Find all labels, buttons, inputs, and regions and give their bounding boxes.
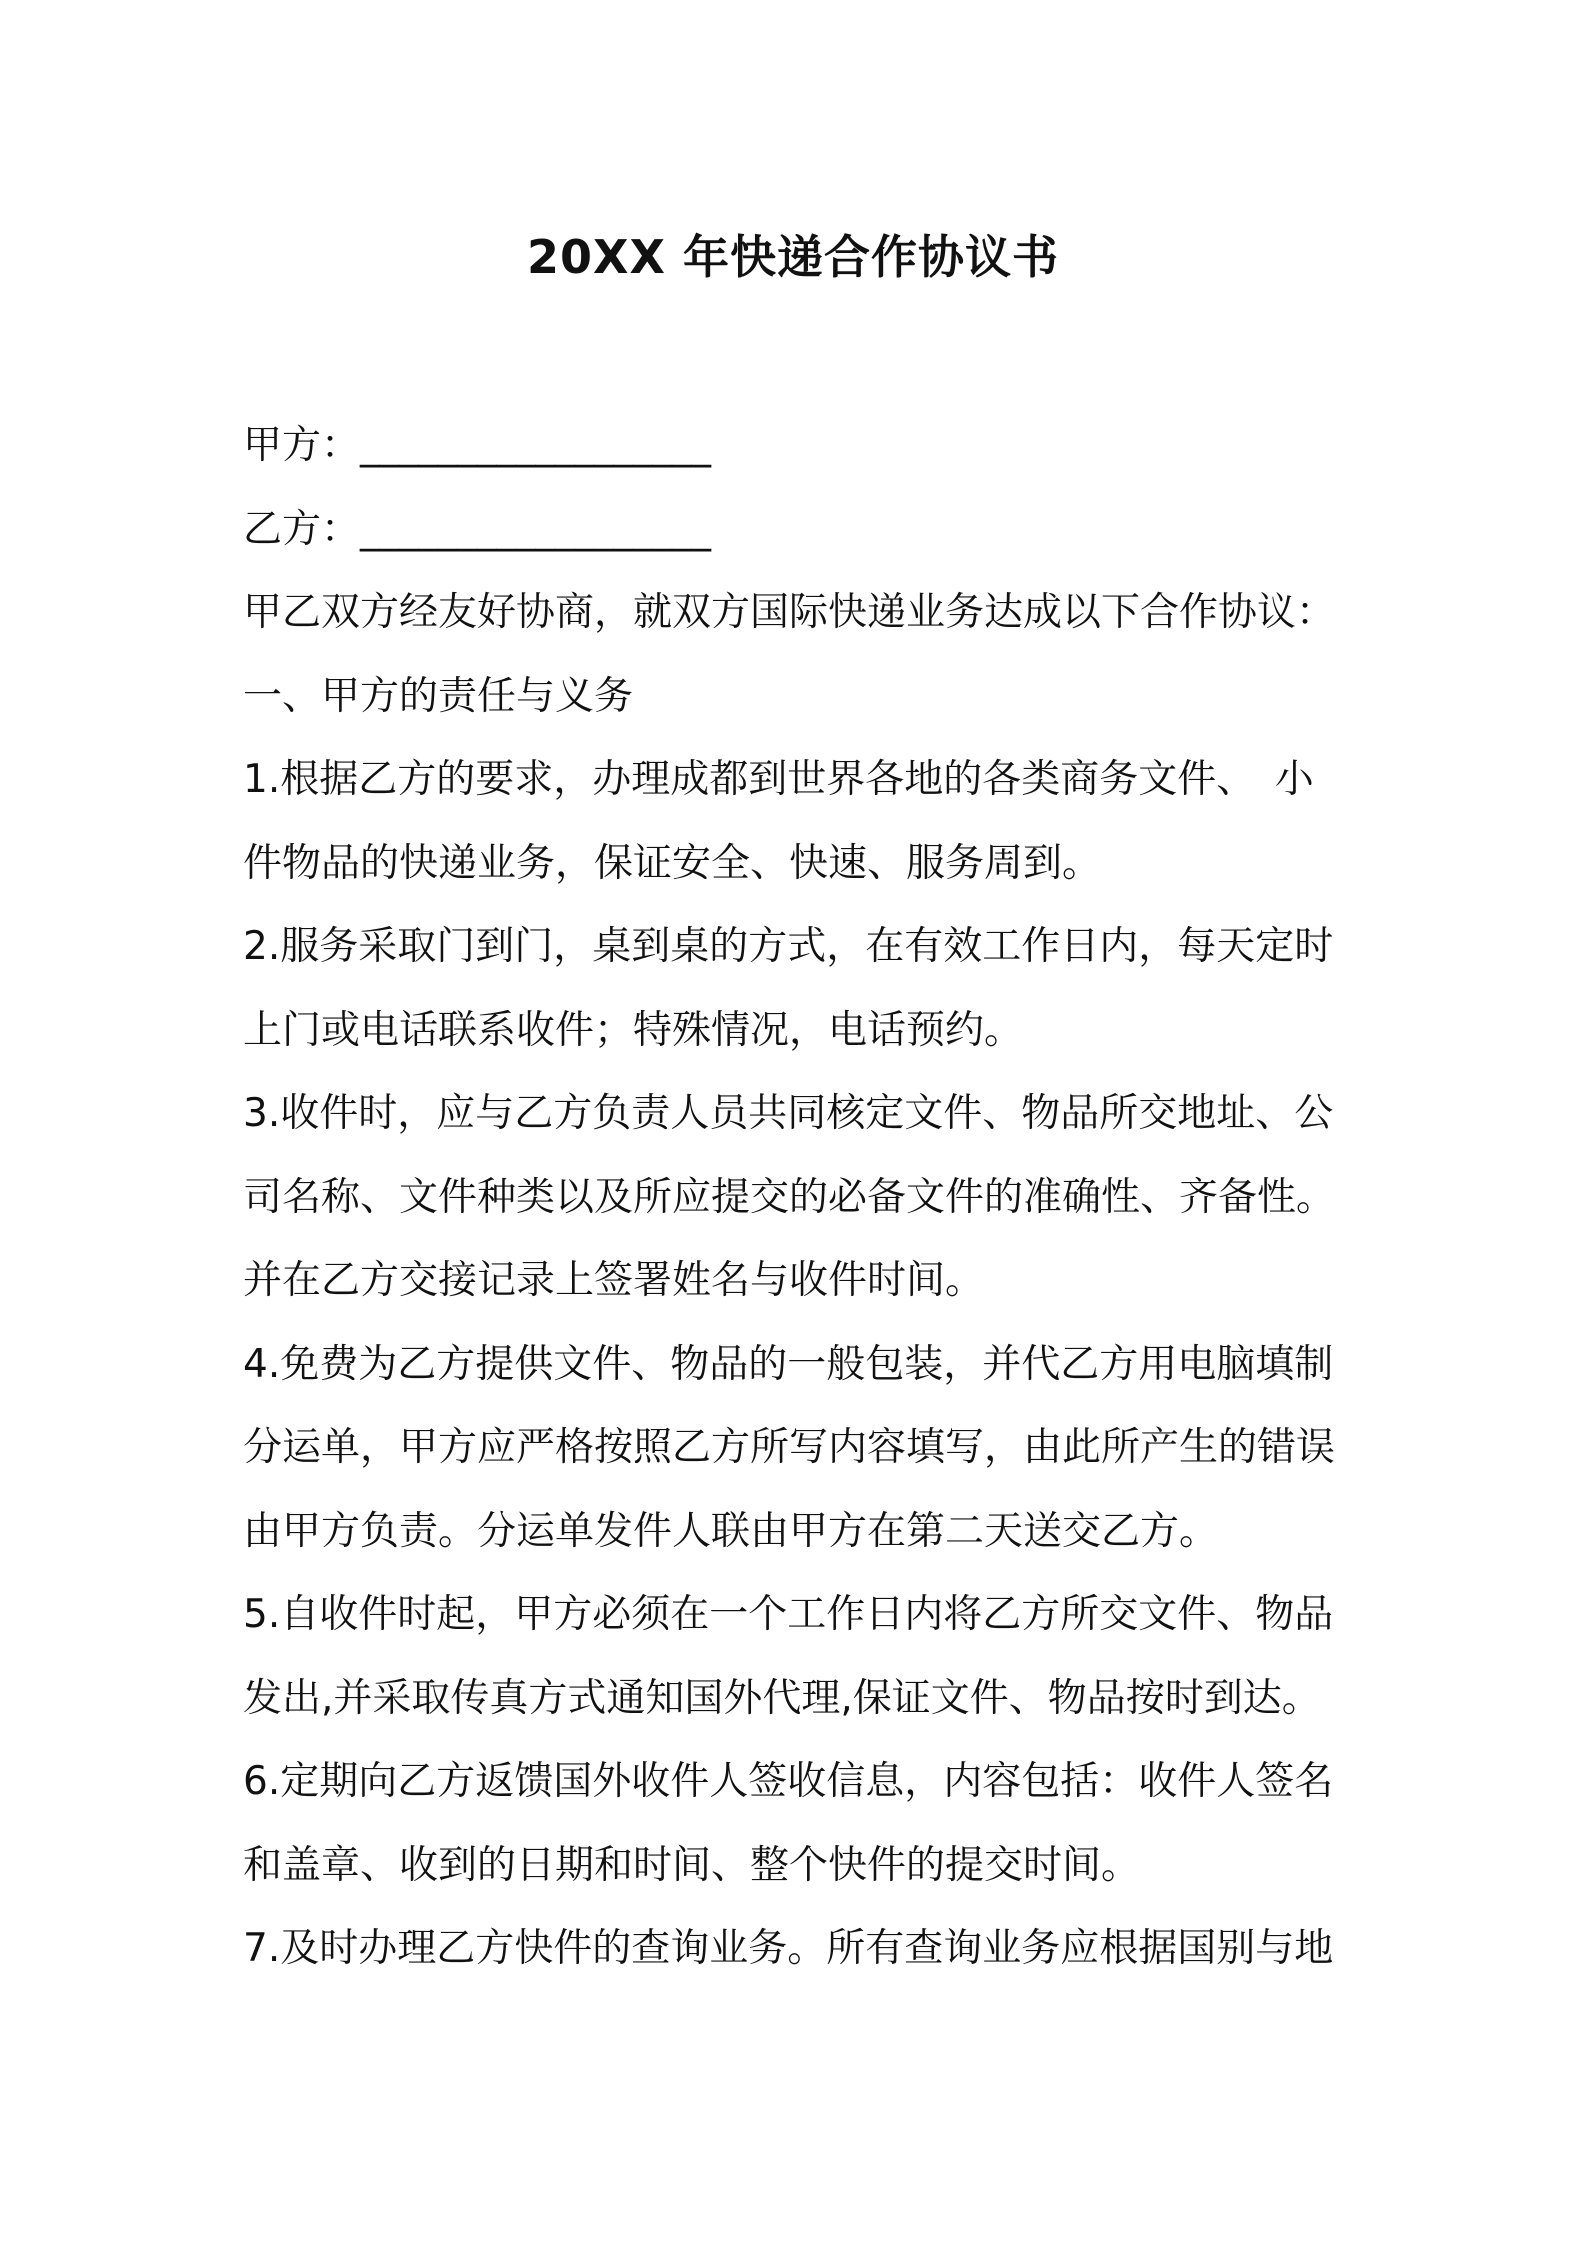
clause-3-line-3: 并在乙方交接记录上签署姓名与收件时间。	[243, 1258, 985, 1303]
clause-5-line-2: 发出,并采取传真方式通知国外代理,保证文件、物品按时到达。	[243, 1675, 1321, 1721]
clause-4-line-1: 4.免费为乙方提供文件、物品的一般包装，并代乙方用电脑填制	[243, 1341, 1334, 1387]
clause-4-line-2: 分运单，甲方应严格按照乙方所写内容填写，由此所产生的错误	[243, 1425, 1336, 1470]
clause-6-line-2: 和盖章、收到的日期和时间、整个快件的提交时间。	[243, 1842, 1141, 1888]
party-b-line: 乙方：__________________	[243, 506, 712, 552]
clause-7-line-1: 7.及时办理乙方快件的查询业务。所有查询业务应根据国别与地	[243, 1926, 1334, 1971]
document-body	[243, 404, 1358, 1991]
clause-1-line-2: 件物品的快递业务，保证安全、快速、服务周到。	[243, 840, 1102, 886]
clause-2-line-1: 2.服务采取门到门，桌到桌的方式，在有效工作日内，每天定时	[243, 924, 1334, 969]
document-title: 20XX 年快递合作协议书	[527, 230, 1059, 284]
clause-1-line-1: 1.根据乙方的要求，办理成都到世界各地的各类商务文件、 小	[243, 757, 1314, 802]
clause-2-line-2: 上门或电话联系收件；特殊情况，电话预约。	[243, 1007, 1024, 1053]
clause-3-line-1: 3.收件时，应与乙方负责人员共同核定文件、物品所交地址、公	[243, 1091, 1334, 1136]
party-a-line: 甲方：__________________	[243, 423, 712, 468]
section-heading: 一、甲方的责任与义务	[243, 673, 634, 719]
clause-3-line-2: 司名称、文件种类以及所应提交的必备文件的准确性、齐备性。	[243, 1174, 1336, 1220]
intro-paragraph: 甲乙双方经友好协商，就双方国际快递业务达成以下合作协议：	[243, 590, 1336, 635]
clause-4-line-3: 由甲方负责。分运单发件人联由甲方在第二天送交乙方。	[243, 1508, 1219, 1554]
clause-5-line-1: 5.自收件时起，甲方必须在一个工作日内将乙方所交文件、物品	[243, 1592, 1334, 1637]
clause-6-line-1: 6.定期向乙方返馈国外收件人签收信息，内容包括：收件人签名	[243, 1759, 1334, 1804]
